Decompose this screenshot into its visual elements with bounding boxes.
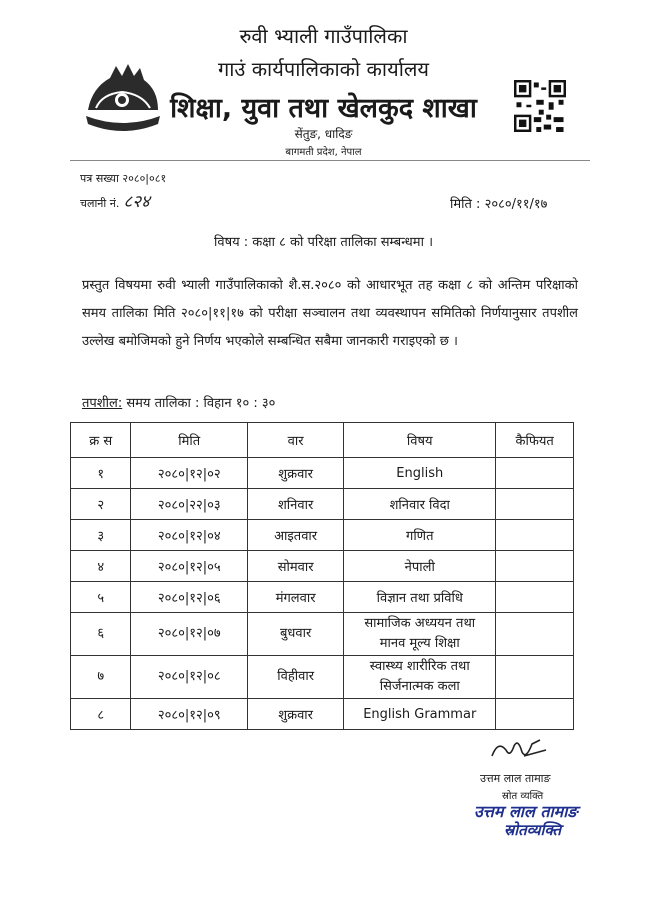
table-row — [71, 582, 574, 613]
header-serial: क्र स — [71, 423, 131, 458]
cell-remarks — [496, 699, 574, 730]
cell-subject: नेपाली — [344, 551, 496, 582]
cell-remarks — [496, 489, 574, 520]
cell-date: २०८०|१२|०९ — [131, 699, 248, 730]
cell-remarks — [496, 582, 574, 613]
cell-subject — [344, 656, 496, 699]
cell-remarks — [496, 551, 574, 582]
table-row — [71, 613, 574, 656]
stamp-title: स्रोतव्यक्ति — [504, 821, 562, 839]
table-row — [71, 699, 574, 730]
cell-serial: ३ — [71, 520, 131, 551]
details-label: तपशील: — [82, 396, 123, 411]
cell-date: २०८०|१२|०४ — [131, 520, 248, 551]
cell-day: आइतवार — [248, 520, 344, 551]
cell-subject-line1: सामाजिक अध्ययन तथा — [364, 616, 476, 631]
cell-serial: ५ — [71, 582, 131, 613]
table-row — [71, 656, 574, 699]
cell-date: २०८०|१२|०७ — [131, 613, 248, 656]
table-row — [71, 458, 574, 489]
reference-number: पत्र सख्या २०८०|०८१ — [80, 172, 167, 185]
province-name: बागमती प्रदेश, नेपाल — [285, 147, 362, 158]
cell-day: शनिवार — [248, 489, 344, 520]
office-name: गाउं कार्यपालिकाको कार्यालय — [217, 57, 430, 81]
exam-schedule-table — [70, 422, 574, 730]
cell-remarks — [496, 613, 574, 656]
cell-subject-line2: सिर्जनात्मक कला — [379, 679, 460, 694]
dispatch-label: चलानी नं. — [80, 197, 120, 210]
cell-remarks — [496, 520, 574, 551]
cell-serial: ६ — [71, 613, 131, 656]
letter-date: मिति : २०८०/११/१७ — [450, 197, 548, 212]
table-row — [71, 489, 574, 520]
cell-serial: ८ — [71, 699, 131, 730]
table-row — [71, 551, 574, 582]
cell-day: मंगलवार — [248, 582, 344, 613]
cell-date: २०८०|१२|०५ — [131, 551, 248, 582]
dispatch-number — [80, 189, 150, 212]
letter-subject: विषय : कक्षा ८ को परिक्षा तालिका सम्बन्धमा । — [213, 235, 434, 250]
signatory-name: उत्तम लाल तामाङ — [480, 772, 551, 785]
cell-day: शुक्रवार — [248, 458, 344, 489]
table-row — [71, 520, 574, 551]
cell-day: सोमवार — [248, 551, 344, 582]
cell-subject — [344, 613, 496, 656]
cell-subject-line1: स्वास्थ्य शारीरिक तथा — [369, 659, 470, 674]
cell-serial: ७ — [71, 656, 131, 699]
cell-subject: विज्ञान तथा प्रविधि — [344, 582, 496, 613]
dispatch-number-value: ८२४ — [123, 192, 150, 212]
stamp-name: उत्तम लाल तामाङ — [474, 802, 578, 821]
header-date: मिति — [131, 423, 248, 458]
cell-serial: २ — [71, 489, 131, 520]
cell-day: शुक्रवार — [248, 699, 344, 730]
cell-subject: शनिवार विदा — [344, 489, 496, 520]
office-address: सेंतुङ, धादिङ — [294, 127, 353, 141]
details-heading — [82, 393, 275, 411]
schedule-time: समय तालिका : विहान १० : ३० — [122, 396, 276, 411]
cell-serial: ४ — [71, 551, 131, 582]
cell-remarks — [496, 656, 574, 699]
cell-serial: १ — [71, 458, 131, 489]
cell-day: विहीवार — [248, 656, 344, 699]
cell-date: २०८०|२२|०३ — [131, 489, 248, 520]
cell-subject-line2: मानव मूल्य शिक्षा — [379, 636, 460, 651]
cell-subject: English — [344, 458, 496, 489]
municipality-name: रुवी भ्याली गाउँपालिका — [239, 24, 408, 48]
signature-scribble-icon — [488, 736, 548, 764]
cell-date: २०८०|१२|०६ — [131, 582, 248, 613]
table-header-row — [71, 423, 574, 458]
cell-date: २०८०|१२|०८ — [131, 656, 248, 699]
cell-remarks — [496, 458, 574, 489]
cell-subject: गणित — [344, 520, 496, 551]
cell-subject: English Grammar — [344, 699, 496, 730]
letter-body: प्रस्तुत विषयमा रुवी भ्याली गाउँपालिकाको शै.स.२०८० को आधारभूत तह कक्षा ८ को अन्तिम परिक्षाको समय तालिका मिति २०८०|११|१७ को परीक्षा सञ्चालन तथा व्यवस्थापन समितिको निर्णयानुसार तपशील उल्लेख बमोजिमको हुने निर्णय भएकोले सम्बन्धित सबैमा जानकारी गराइएको छ । — [82, 278, 578, 349]
header-day: वार — [248, 423, 344, 458]
section-name: शिक्षा, युवा तथा खेलकुद शाखा — [170, 93, 477, 124]
cell-date: २०८०|१२|०२ — [131, 458, 248, 489]
header-remarks: कैफियत — [496, 423, 574, 458]
cell-day: बुधवार — [248, 613, 344, 656]
header-divider — [70, 160, 590, 161]
signatory-title: स्रोत व्यक्ति — [502, 791, 544, 802]
header-subject: विषय — [344, 423, 496, 458]
